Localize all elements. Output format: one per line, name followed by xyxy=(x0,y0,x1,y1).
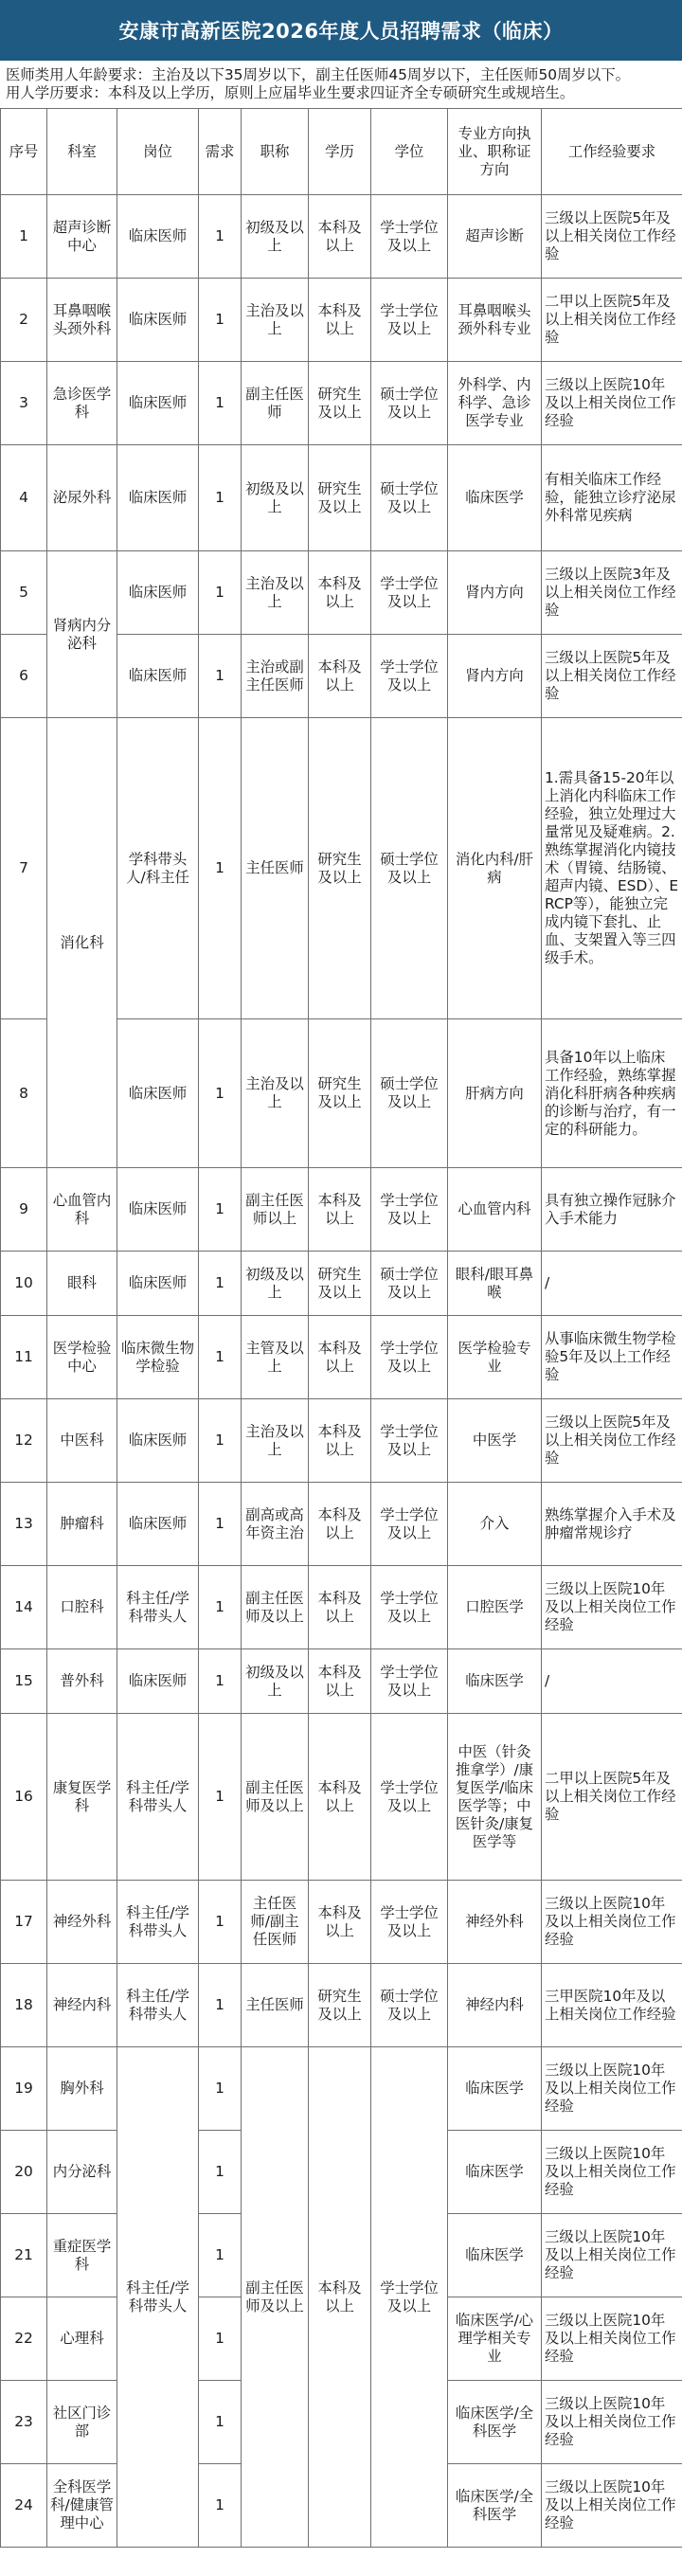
cell-title: 主治及以上 xyxy=(242,1399,309,1483)
table-header-row xyxy=(1,109,682,195)
cell-edu: 研究生及以上 xyxy=(309,1019,371,1168)
cell-need: 1 xyxy=(199,1483,242,1566)
cell-exp: 三级以上医院10年及以上相关岗位工作经验 xyxy=(542,2047,682,2131)
requirements-notes xyxy=(0,61,682,108)
cell-post: 临床微生物学检验 xyxy=(117,1316,199,1399)
cell-need: 1 xyxy=(199,1019,242,1168)
cell-degree: 学士学位及以上 xyxy=(371,1483,448,1566)
header-cell: 工作经验要求 xyxy=(542,109,682,195)
cell-edu: 本科及以上 xyxy=(309,1881,371,1964)
cell-post: 科主任/学科带头人 xyxy=(117,1566,199,1649)
cell-post: 科主任/学科带头人 xyxy=(117,1714,199,1881)
cell-edu: 本科及以上 xyxy=(309,279,371,362)
cell-title: 主管及以上 xyxy=(242,1316,309,1399)
cell-dept: 肿瘤科 xyxy=(47,1483,117,1566)
cell-exp: 二甲以上医院5年及以上相关岗位工作经验 xyxy=(542,279,682,362)
cell-no: 4 xyxy=(1,445,47,551)
table-row xyxy=(1,1168,682,1252)
cell-edu: 本科及以上 xyxy=(309,1168,371,1252)
cell-degree: 硕士学位及以上 xyxy=(371,1252,448,1316)
cell-dept: 神经内科 xyxy=(47,1964,117,2047)
table-row xyxy=(1,1649,682,1714)
cell-need: 1 xyxy=(199,279,242,362)
cell-edu: 本科及以上 xyxy=(309,551,371,635)
table-row xyxy=(1,445,682,551)
cell-need: 1 xyxy=(199,2131,242,2214)
cell-no: 19 xyxy=(1,2047,47,2131)
cell-major: 临床医学 xyxy=(448,2047,542,2131)
cell-degree: 学士学位及以上 xyxy=(371,635,448,718)
cell-post: 临床医师 xyxy=(117,1483,199,1566)
cell-need: 1 xyxy=(199,1168,242,1252)
table-row xyxy=(1,1566,682,1649)
cell-exp: 二甲以上医院5年及以上相关岗位工作经验 xyxy=(542,1714,682,1881)
cell-need: 1 xyxy=(199,1399,242,1483)
cell-dept: 眼科 xyxy=(47,1252,117,1316)
cell-exp: 三级以上医院10年及以上相关岗位工作经验 xyxy=(542,2381,682,2464)
cell-dept: 泌尿外科 xyxy=(47,445,117,551)
header-cell: 序号 xyxy=(1,109,47,195)
cell-need: 1 xyxy=(199,1316,242,1399)
cell-post: 临床医师 xyxy=(117,445,199,551)
cell-dept: 普外科 xyxy=(47,1649,117,1714)
cell-degree: 硕士学位及以上 xyxy=(371,445,448,551)
cell-degree: 学士学位及以上 xyxy=(371,1714,448,1881)
table-row xyxy=(1,362,682,445)
cell-post: 临床医师 xyxy=(117,1649,199,1714)
cell-no: 15 xyxy=(1,1649,47,1714)
cell-title: 副主任医师 xyxy=(242,362,309,445)
cell-need: 1 xyxy=(199,445,242,551)
cell-no: 9 xyxy=(1,1168,47,1252)
cell-dept: 急诊医学科 xyxy=(47,362,117,445)
cell-no: 8 xyxy=(1,1019,47,1168)
cell-edu: 研究生及以上 xyxy=(309,445,371,551)
cell-post: 临床医师 xyxy=(117,195,199,279)
header-cell: 职称 xyxy=(242,109,309,195)
cell-title: 主治或副主任医师 xyxy=(242,635,309,718)
cell-exp: 1.需具备15-20年以上消化内科临床工作经验，独立处理过大量常见及疑难病。2.熟练掌握消化内镜技术（胃镜、结肠镜、超声内镜、ESD）、ERCP等），能独立完成内镜下套扎、止血、支架置入等三四级手术。 xyxy=(542,718,682,1019)
cell-need: 1 xyxy=(199,195,242,279)
cell-need: 1 xyxy=(199,2297,242,2381)
cell-exp: / xyxy=(542,1252,682,1316)
table-row xyxy=(1,1399,682,1483)
cell-title: 副主任医师及以上 xyxy=(242,1714,309,1881)
header-cell: 需求 xyxy=(199,109,242,195)
table-row xyxy=(1,195,682,279)
cell-edu: 研究生及以上 xyxy=(309,1252,371,1316)
cell-need: 1 xyxy=(199,1881,242,1964)
cell-exp: 三级以上医院10年及以上相关岗位工作经验 xyxy=(542,2297,682,2381)
cell-major: 超声诊断 xyxy=(448,195,542,279)
header-cell: 学历 xyxy=(309,109,371,195)
cell-edu: 本科及以上 xyxy=(309,1316,371,1399)
cell-no: 24 xyxy=(1,2464,47,2548)
cell-degree: 学士学位及以上 xyxy=(371,551,448,635)
cell-no: 2 xyxy=(1,279,47,362)
cell-post: 科主任/学科带头人 xyxy=(117,1964,199,2047)
document-title: 安康市高新医院2026年度人员招聘需求（临床） xyxy=(0,0,682,61)
cell-no: 3 xyxy=(1,362,47,445)
cell-edu: 研究生及以上 xyxy=(309,1964,371,2047)
cell-no: 1 xyxy=(1,195,47,279)
cell-major: 肝病方向 xyxy=(448,1019,542,1168)
cell-major: 眼科/眼耳鼻喉 xyxy=(448,1252,542,1316)
cell-no: 11 xyxy=(1,1316,47,1399)
cell-title: 副主任医师及以上 xyxy=(242,2047,309,2548)
cell-exp: 具有独立操作冠脉介入手术能力 xyxy=(542,1168,682,1252)
cell-no: 21 xyxy=(1,2214,47,2297)
cell-major: 口腔医学 xyxy=(448,1566,542,1649)
cell-title: 主任医师 xyxy=(242,1964,309,2047)
cell-exp: / xyxy=(542,1649,682,1714)
table-row xyxy=(1,1964,682,2047)
cell-major: 消化内科/肝病 xyxy=(448,718,542,1019)
cell-need: 1 xyxy=(199,2214,242,2297)
cell-need: 1 xyxy=(199,2381,242,2464)
cell-degree: 学士学位及以上 xyxy=(371,1316,448,1399)
cell-no: 23 xyxy=(1,2381,47,2464)
cell-degree: 学士学位及以上 xyxy=(371,279,448,362)
cell-no: 10 xyxy=(1,1252,47,1316)
cell-edu: 本科及以上 xyxy=(309,1399,371,1483)
cell-need: 1 xyxy=(199,2047,242,2131)
cell-exp: 三级以上医院10年及以上相关岗位工作经验 xyxy=(542,362,682,445)
cell-title: 副主任医师及以上 xyxy=(242,1566,309,1649)
cell-major: 心血管内科 xyxy=(448,1168,542,1252)
cell-major: 临床医学/心理学相关专业 xyxy=(448,2297,542,2381)
table-row xyxy=(1,551,682,635)
cell-title: 主治及以上 xyxy=(242,551,309,635)
cell-dept: 全科医学科/健康管理中心 xyxy=(47,2464,117,2548)
table-row xyxy=(1,279,682,362)
cell-exp: 三级以上医院5年及以上相关岗位工作经验 xyxy=(542,635,682,718)
cell-edu: 本科及以上 xyxy=(309,2047,371,2548)
cell-post: 科主任/学科带头人 xyxy=(117,1881,199,1964)
cell-post: 临床医师 xyxy=(117,1399,199,1483)
cell-major: 临床医学/全科医学 xyxy=(448,2464,542,2548)
cell-edu: 本科及以上 xyxy=(309,635,371,718)
cell-post: 临床医师 xyxy=(117,279,199,362)
cell-major: 外科学、内科学、急诊医学专业 xyxy=(448,362,542,445)
cell-dept: 肾病内分泌科 xyxy=(47,551,117,718)
cell-no: 13 xyxy=(1,1483,47,1566)
cell-edu: 研究生及以上 xyxy=(309,718,371,1019)
cell-major: 临床医学 xyxy=(448,2214,542,2297)
cell-title: 主治及以上 xyxy=(242,279,309,362)
cell-degree: 硕士学位及以上 xyxy=(371,1964,448,2047)
cell-dept: 耳鼻咽喉头颈外科 xyxy=(47,279,117,362)
cell-post: 临床医师 xyxy=(117,635,199,718)
cell-degree: 硕士学位及以上 xyxy=(371,362,448,445)
header-cell: 专业方向执业、职称证方向 xyxy=(448,109,542,195)
cell-degree: 硕士学位及以上 xyxy=(371,718,448,1019)
cell-edu: 本科及以上 xyxy=(309,195,371,279)
cell-degree: 学士学位及以上 xyxy=(371,1399,448,1483)
cell-exp: 三级以上医院10年及以上相关岗位工作经验 xyxy=(542,1881,682,1964)
cell-need: 1 xyxy=(199,2464,242,2548)
cell-no: 18 xyxy=(1,1964,47,2047)
cell-exp: 从事临床微生物学检验5年及以上工作经验 xyxy=(542,1316,682,1399)
cell-no: 22 xyxy=(1,2297,47,2381)
cell-no: 7 xyxy=(1,718,47,1019)
cell-title: 初级及以上 xyxy=(242,195,309,279)
cell-exp: 三级以上医院10年及以上相关岗位工作经验 xyxy=(542,2131,682,2214)
cell-exp: 三级以上医院5年及以上相关岗位工作经验 xyxy=(542,195,682,279)
table-row xyxy=(1,1316,682,1399)
cell-degree: 学士学位及以上 xyxy=(371,1881,448,1964)
cell-dept: 内分泌科 xyxy=(47,2131,117,2214)
cell-need: 1 xyxy=(199,1566,242,1649)
cell-title: 副高或高年资主治 xyxy=(242,1483,309,1566)
recruitment-table xyxy=(0,108,682,2548)
cell-title: 初级及以上 xyxy=(242,445,309,551)
education-requirement-note: 用人学历要求：本科及以上学历，原则上应届毕业生要求四证齐全专硕研究生或规培生。 xyxy=(6,84,575,101)
table-row xyxy=(1,1881,682,1964)
cell-title: 主治及以上 xyxy=(242,1019,309,1168)
cell-dept: 医学检验中心 xyxy=(47,1316,117,1399)
cell-exp: 熟练掌握介入手术及肿瘤常规诊疗 xyxy=(542,1483,682,1566)
cell-title: 初级及以上 xyxy=(242,1649,309,1714)
cell-dept: 康复医学科 xyxy=(47,1714,117,1881)
cell-degree: 硕士学位及以上 xyxy=(371,1019,448,1168)
cell-post: 临床医师 xyxy=(117,1019,199,1168)
table-row xyxy=(1,1483,682,1566)
cell-exp: 三级以上医院3年及以上相关岗位工作经验 xyxy=(542,551,682,635)
cell-no: 20 xyxy=(1,2131,47,2214)
cell-title: 副主任医师以上 xyxy=(242,1168,309,1252)
cell-edu: 本科及以上 xyxy=(309,1566,371,1649)
age-requirement-note: 医师类用人年龄要求：主治及以下35周岁以下，副主任医师45周岁以下，主任医师50周岁以下。 xyxy=(6,66,630,83)
cell-major: 医学检验专业 xyxy=(448,1316,542,1399)
cell-post: 临床医师 xyxy=(117,551,199,635)
cell-need: 1 xyxy=(199,718,242,1019)
cell-degree: 学士学位及以上 xyxy=(371,1649,448,1714)
cell-major: 临床医学 xyxy=(448,1649,542,1714)
cell-major: 临床医学 xyxy=(448,445,542,551)
header-cell: 学位 xyxy=(371,109,448,195)
cell-need: 1 xyxy=(199,635,242,718)
cell-exp: 三级以上医院10年及以上相关岗位工作经验 xyxy=(542,2464,682,2548)
cell-no: 5 xyxy=(1,551,47,635)
cell-degree: 学士学位及以上 xyxy=(371,1566,448,1649)
cell-post: 学科带头人/科主任 xyxy=(117,718,199,1019)
cell-dept: 中医科 xyxy=(47,1399,117,1483)
cell-dept: 社区门诊部 xyxy=(47,2381,117,2464)
cell-major: 临床医学/全科医学 xyxy=(448,2381,542,2464)
table-row xyxy=(1,2047,682,2131)
cell-dept: 消化科 xyxy=(47,718,117,1168)
cell-need: 1 xyxy=(199,1714,242,1881)
cell-exp: 具备10年以上临床工作经验，熟练掌握消化科肝病各种疾病的诊断与治疗，有一定的科研能力。 xyxy=(542,1019,682,1168)
cell-edu: 本科及以上 xyxy=(309,1483,371,1566)
cell-dept: 神经外科 xyxy=(47,1881,117,1964)
cell-no: 6 xyxy=(1,635,47,718)
cell-exp: 有相关临床工作经验，能独立诊疗泌尿外科常见疾病 xyxy=(542,445,682,551)
cell-title: 主任医师 xyxy=(242,718,309,1019)
cell-need: 1 xyxy=(199,551,242,635)
cell-edu: 研究生及以上 xyxy=(309,362,371,445)
table-row xyxy=(1,718,682,1019)
cell-need: 1 xyxy=(199,362,242,445)
cell-title: 初级及以上 xyxy=(242,1252,309,1316)
cell-major: 神经外科 xyxy=(448,1881,542,1964)
cell-no: 14 xyxy=(1,1566,47,1649)
cell-post: 科主任/学科带头人 xyxy=(117,2047,199,2548)
cell-degree: 学士学位及以上 xyxy=(371,2047,448,2548)
cell-dept: 心理科 xyxy=(47,2297,117,2381)
table-row xyxy=(1,1714,682,1881)
cell-exp: 三甲医院10年及以上相关岗位工作经验 xyxy=(542,1964,682,2047)
cell-dept: 口腔科 xyxy=(47,1566,117,1649)
cell-major: 肾内方向 xyxy=(448,551,542,635)
table-row xyxy=(1,1252,682,1316)
cell-major: 神经内科 xyxy=(448,1964,542,2047)
cell-title: 主任医师/副主任医师 xyxy=(242,1881,309,1964)
cell-post: 临床医师 xyxy=(117,1168,199,1252)
cell-need: 1 xyxy=(199,1964,242,2047)
cell-major: 介入 xyxy=(448,1483,542,1566)
cell-major: 中医学 xyxy=(448,1399,542,1483)
cell-major: 临床医学 xyxy=(448,2131,542,2214)
cell-degree: 学士学位及以上 xyxy=(371,195,448,279)
cell-need: 1 xyxy=(199,1252,242,1316)
cell-exp: 三级以上医院5年及以上相关岗位工作经验 xyxy=(542,1399,682,1483)
cell-major: 中医（针灸推拿学）/康复医学/临床医学等；中医针灸/康复医学等 xyxy=(448,1714,542,1881)
header-cell: 科室 xyxy=(47,109,117,195)
cell-major: 肾内方向 xyxy=(448,635,542,718)
cell-degree: 学士学位及以上 xyxy=(371,1168,448,1252)
cell-dept: 胸外科 xyxy=(47,2047,117,2131)
cell-dept: 超声诊断中心 xyxy=(47,195,117,279)
cell-dept: 心血管内科 xyxy=(47,1168,117,1252)
header-cell: 岗位 xyxy=(117,109,199,195)
cell-edu: 本科及以上 xyxy=(309,1649,371,1714)
cell-edu: 本科及以上 xyxy=(309,1714,371,1881)
cell-post: 临床医师 xyxy=(117,1252,199,1316)
cell-dept: 重症医学科 xyxy=(47,2214,117,2297)
cell-major: 耳鼻咽喉头颈外科专业 xyxy=(448,279,542,362)
cell-need: 1 xyxy=(199,1649,242,1714)
cell-no: 12 xyxy=(1,1399,47,1483)
cell-post: 临床医师 xyxy=(117,362,199,445)
cell-exp: 三级以上医院10年及以上相关岗位工作经验 xyxy=(542,1566,682,1649)
cell-no: 16 xyxy=(1,1714,47,1881)
cell-exp: 三级以上医院10年及以上相关岗位工作经验 xyxy=(542,2214,682,2297)
cell-no: 17 xyxy=(1,1881,47,1964)
